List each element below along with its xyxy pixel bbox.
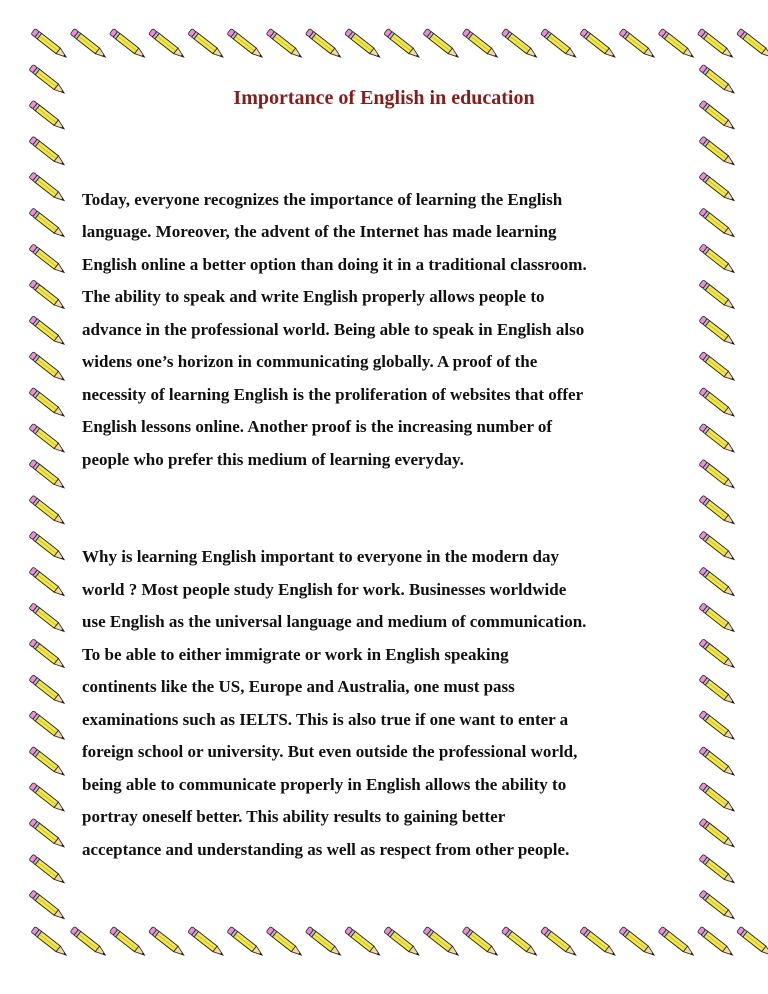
pencil-icon	[699, 244, 736, 275]
pencil-icon	[29, 352, 66, 383]
pencil-icon	[699, 316, 736, 347]
pencil-icon	[29, 172, 66, 203]
text-line: continents like the US, Europe and Australia, one must pass	[82, 677, 515, 696]
pencil-icon	[227, 28, 264, 59]
pencil-icon	[384, 926, 421, 957]
pencil-icon	[109, 28, 146, 59]
pencil-icon	[699, 603, 736, 634]
pencil-icon	[29, 387, 66, 418]
pencil-icon	[29, 136, 66, 167]
text-line: necessity of learning English is the proliferation of websites that offer	[82, 385, 584, 404]
pencil-icon	[29, 675, 66, 706]
pencil-icon	[384, 28, 421, 59]
pencil-icon	[699, 711, 736, 742]
pencil-icon	[619, 28, 656, 59]
pencil-icon	[31, 28, 68, 59]
pencil-icon	[29, 818, 66, 849]
pencil-icon	[699, 459, 736, 490]
pencil-icon	[697, 926, 734, 957]
pencil-icon	[501, 28, 538, 59]
pencil-icon	[699, 890, 736, 921]
pencil-icon	[423, 926, 460, 957]
pencil-icon	[699, 675, 736, 706]
pencil-icon	[501, 926, 538, 957]
pencil-icon	[699, 280, 736, 311]
pencil-icon	[29, 782, 66, 813]
pencil-icon	[658, 28, 695, 59]
pencil-icon	[699, 818, 736, 849]
text-line: English lessons online. Another proof is the increasing number of	[82, 417, 553, 436]
pencil-icon	[462, 926, 499, 957]
pencil-icon	[70, 926, 107, 957]
pencil-icon	[699, 136, 736, 167]
pencil-icon	[305, 926, 342, 957]
pencil-icon	[29, 244, 66, 275]
pencil-icon	[423, 28, 460, 59]
pencil-icon	[699, 352, 736, 383]
pencil-icon	[699, 531, 736, 562]
pencil-icon	[70, 28, 107, 59]
pencil-icon	[699, 782, 736, 813]
pencil-icon	[699, 639, 736, 670]
pencil-icon	[188, 926, 225, 957]
pencil-icon	[29, 746, 66, 777]
pencil-icon	[699, 495, 736, 526]
text-line: use English as the universal language and medium of communication.	[82, 612, 587, 631]
pencil-icon	[580, 28, 617, 59]
pencil-icon	[305, 28, 342, 59]
pencil-icon	[188, 28, 225, 59]
pencil-icon	[699, 423, 736, 454]
pencil-icon	[737, 28, 768, 59]
pencil-icon	[697, 28, 734, 59]
pencil-icon	[31, 926, 68, 957]
pencil-icon	[580, 926, 617, 957]
pencil-icon	[29, 854, 66, 885]
pencil-icon	[29, 495, 66, 526]
pencil-icon	[345, 926, 382, 957]
pencil-icon	[345, 28, 382, 59]
pencil-icon	[699, 567, 736, 598]
text-line: widens one’s horizon in communicating globally. A proof of the	[82, 352, 538, 371]
pencil-icon	[149, 926, 186, 957]
pencil-icon	[29, 890, 66, 921]
pencil-icon	[658, 926, 695, 957]
text-line: acceptance and understanding as well as respect from other people.	[82, 840, 570, 859]
text-line: The ability to speak and write English properly allows people to	[82, 287, 545, 306]
text-line: world ? Most people study English for work. Businesses worldwide	[82, 580, 567, 599]
pencil-icon	[541, 926, 578, 957]
pencil-icon	[266, 28, 303, 59]
text-line: examinations such as IELTS. This is also true if one want to enter a	[82, 710, 569, 729]
text-line: portray oneself better. This ability results to gaining better	[82, 807, 506, 826]
pencil-icon	[29, 639, 66, 670]
pencil-icon	[109, 926, 146, 957]
text-line: To be able to either immigrate or work in English speaking	[82, 645, 509, 664]
pencil-icon	[29, 423, 66, 454]
pencil-icon	[29, 208, 66, 239]
text-line: foreign school or university. But even outside the professional world,	[82, 742, 578, 761]
pencil-icon	[149, 28, 186, 59]
pencil-icon	[29, 567, 66, 598]
pencil-icon	[29, 531, 66, 562]
text-line: Today, everyone recognizes the importance of learning the English	[82, 190, 563, 209]
pencil-icon	[29, 316, 66, 347]
pencil-icon	[699, 387, 736, 418]
pencil-icon	[266, 926, 303, 957]
pencil-icon	[29, 280, 66, 311]
pencil-icon	[227, 926, 264, 957]
pencil-icon	[29, 711, 66, 742]
text-line: Why is learning English important to everyone in the modern day	[82, 547, 559, 566]
text-line: being able to communicate properly in English allows the ability to	[82, 775, 567, 794]
pencil-icon	[737, 926, 768, 957]
pencil-icon	[699, 746, 736, 777]
pencil-icon	[29, 459, 66, 490]
pencil-icon	[541, 28, 578, 59]
pencil-icon	[462, 28, 499, 59]
text-line: English online a better option than doing it in a traditional classroom.	[82, 255, 587, 274]
pencil-icon	[699, 854, 736, 885]
pencil-icon	[699, 208, 736, 239]
text-line: language. Moreover, the advent of the Internet has made learning	[82, 222, 557, 241]
pencil-icon	[29, 603, 66, 634]
text-line: people who prefer this medium of learning everyday.	[82, 450, 464, 469]
pencil-icon	[699, 172, 736, 203]
pencil-icon	[619, 926, 656, 957]
text-line: advance in the professional world. Being able to speak in English also	[82, 320, 585, 339]
page-title: Importance of English in education	[233, 87, 535, 109]
